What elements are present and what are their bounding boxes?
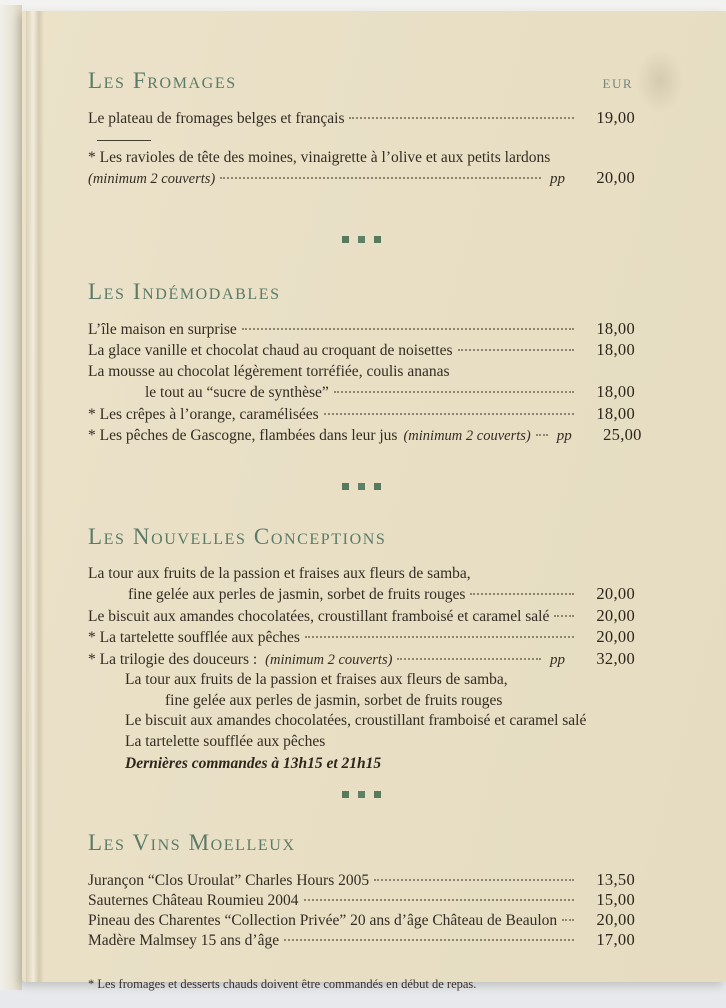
item-price: 18,00: [596, 318, 635, 338]
trilogy-detail-line: [88, 691, 635, 712]
menu-item-row: [88, 404, 635, 426]
dotted-leader: [334, 391, 574, 393]
dotted-leader: [536, 434, 548, 436]
menu-item-row: [88, 340, 635, 362]
item-text: * La trilogie des douceurs :: [88, 650, 258, 668]
section-separator-icon: [88, 236, 635, 243]
paper-stain: [636, 49, 684, 113]
currency-label: EUR: [602, 76, 633, 91]
menu-item-row: [88, 425, 642, 447]
dotted-leader: [220, 177, 541, 179]
menu-item-row: [88, 627, 635, 649]
menu-item-row: [88, 584, 635, 606]
per-person-label: pp: [550, 171, 565, 187]
item-text: * Les ravioles de tête des moines, vinaigrette à l’olive et aux petits lardons: [88, 148, 551, 166]
item-price: 25,00: [603, 425, 642, 444]
item-text: * Les crêpes à l’orange, caramélisées: [88, 405, 319, 423]
square-glyph: [342, 236, 349, 243]
dotted-leader: [304, 899, 575, 901]
section-indemodables-items: [88, 318, 642, 447]
dotted-leader: [242, 328, 574, 330]
item-text: Pineau des Charentes “Collection Privée” 20 ans d’âge Château de Beaulon: [88, 911, 558, 929]
square-glyph: [358, 483, 365, 490]
item-text: Jurançon “Clos Uroulat” Charles Hours 2005: [88, 871, 370, 889]
square-glyph: [358, 236, 365, 243]
menu-item-row: [88, 168, 635, 190]
item-price: 19,00: [596, 108, 635, 127]
item-text: * Les pêches de Gascogne, flambées dans leur jus: [88, 427, 398, 444]
section-fromages-header: [88, 66, 635, 96]
detail-text: La tour aux fruits de la passion et fraises aux fleurs de samba,: [125, 671, 508, 688]
item-text-continued: fine gelée aux perles de jasmin, sorbet de fruits rouges: [128, 586, 466, 603]
item-text: La tour aux fruits de la passion et fraises aux fleurs de samba,: [88, 564, 471, 582]
item-price: 15,00: [596, 889, 635, 909]
square-glyph: [342, 483, 349, 490]
item-price: 20,00: [596, 584, 635, 603]
section-title-nouvelles: Les Nouvelles Conceptions: [88, 523, 387, 549]
dotted-leader: [284, 939, 574, 941]
footnote: * Les fromages et desserts chauds doivent être commandés en début de repas.: [88, 976, 477, 991]
section-title-indemodables: Les Indémodables: [88, 278, 281, 304]
item-price: 20,00: [596, 627, 635, 646]
trilogy-detail-line: [88, 670, 635, 691]
section-nouvelles-items: [88, 564, 635, 775]
menu-item-row: [88, 606, 635, 628]
menu-item-row: [88, 930, 635, 950]
menu-item-row: [88, 148, 635, 169]
last-orders-notice: Dernières commandes à 13h15 et 21h15: [125, 755, 382, 772]
item-price: 18,00: [596, 382, 635, 401]
section-title-fromages: Les Fromages: [88, 68, 237, 93]
item-text: La glace vanille et chocolat chaud au croquant de noisettes: [88, 342, 453, 359]
square-glyph: [374, 483, 381, 490]
square-glyph: [358, 791, 365, 798]
dotted-leader: [374, 879, 574, 881]
item-price: 17,00: [596, 929, 635, 949]
section-title-vins: Les Vins Moelleux: [88, 829, 296, 855]
divider-rule: [97, 140, 151, 141]
item-note: (minimum 2 couverts): [88, 171, 216, 187]
item-price: 20,00: [596, 909, 636, 929]
dotted-leader: [470, 593, 574, 595]
menu-item-row: [88, 910, 635, 930]
menu-page: [22, 11, 726, 991]
item-text: L’île maison en surprise: [88, 320, 237, 338]
item-price: 13,50: [596, 869, 635, 889]
menu-item-row: [88, 319, 635, 341]
menu-item-row: [88, 649, 635, 671]
square-glyph: [374, 236, 381, 243]
item-price: 20,00: [596, 605, 635, 625]
dotted-leader: [397, 658, 541, 660]
per-person-label: pp: [550, 651, 565, 668]
page-fold-crease: [26, 11, 44, 982]
dotted-leader: [349, 117, 574, 119]
dotted-leader: [458, 349, 574, 351]
trilogy-detail-line: [88, 711, 635, 732]
detail-text: fine gelée aux perles de jasmin, sorbet de fruits rouges: [165, 691, 503, 709]
section-vins-items: [88, 870, 635, 950]
dotted-leader: [305, 636, 574, 638]
item-note: (minimum 2 couverts): [403, 428, 531, 444]
menu-item-row: [88, 564, 635, 585]
item-text: La mousse au chocolat légèrement torréfiée, coulis ananas: [88, 362, 450, 380]
section-fromages-items: [88, 108, 635, 190]
square-glyph: [342, 791, 349, 798]
section-separator-icon: [88, 791, 635, 798]
item-text: Madère Malmsey 15 ans d’âge: [88, 931, 280, 949]
item-price: 18,00: [596, 403, 635, 423]
dotted-leader: [562, 919, 574, 921]
per-person-label: pp: [556, 428, 572, 444]
item-price: 18,00: [596, 340, 635, 359]
menu-item-row: [88, 382, 635, 404]
item-price: 32,00: [596, 648, 635, 668]
section-separator-icon: [88, 483, 635, 490]
dotted-leader: [324, 413, 574, 415]
item-text: * La tartelette soufflée aux pêches: [88, 629, 300, 646]
item-text: Le biscuit aux amandes chocolatées, croustillant framboisé et caramel salé: [88, 607, 550, 625]
item-text: Le plateau de fromages belges et français: [88, 110, 345, 127]
menu-item-row: [88, 362, 635, 383]
dotted-leader: [554, 615, 574, 617]
square-glyph: [374, 791, 381, 798]
menu-item-row: [88, 890, 635, 910]
menu-item-row: [88, 108, 635, 130]
item-price: 20,00: [596, 168, 635, 187]
item-text-continued: le tout au “sucre de synthèse”: [145, 384, 329, 401]
detail-text: La tartelette soufflée aux pêches: [125, 732, 326, 750]
item-text: Sauternes Château Roumieu 2004: [88, 891, 299, 909]
menu-cover-edge: [0, 5, 22, 990]
detail-text: Le biscuit aux amandes chocolatées, croustillant framboisé et caramel salé: [125, 712, 587, 729]
item-note: (minimum 2 couverts): [265, 651, 393, 668]
menu-item-row: [88, 870, 635, 890]
trilogy-detail-line: [88, 732, 635, 753]
menu-content: [88, 11, 642, 992]
